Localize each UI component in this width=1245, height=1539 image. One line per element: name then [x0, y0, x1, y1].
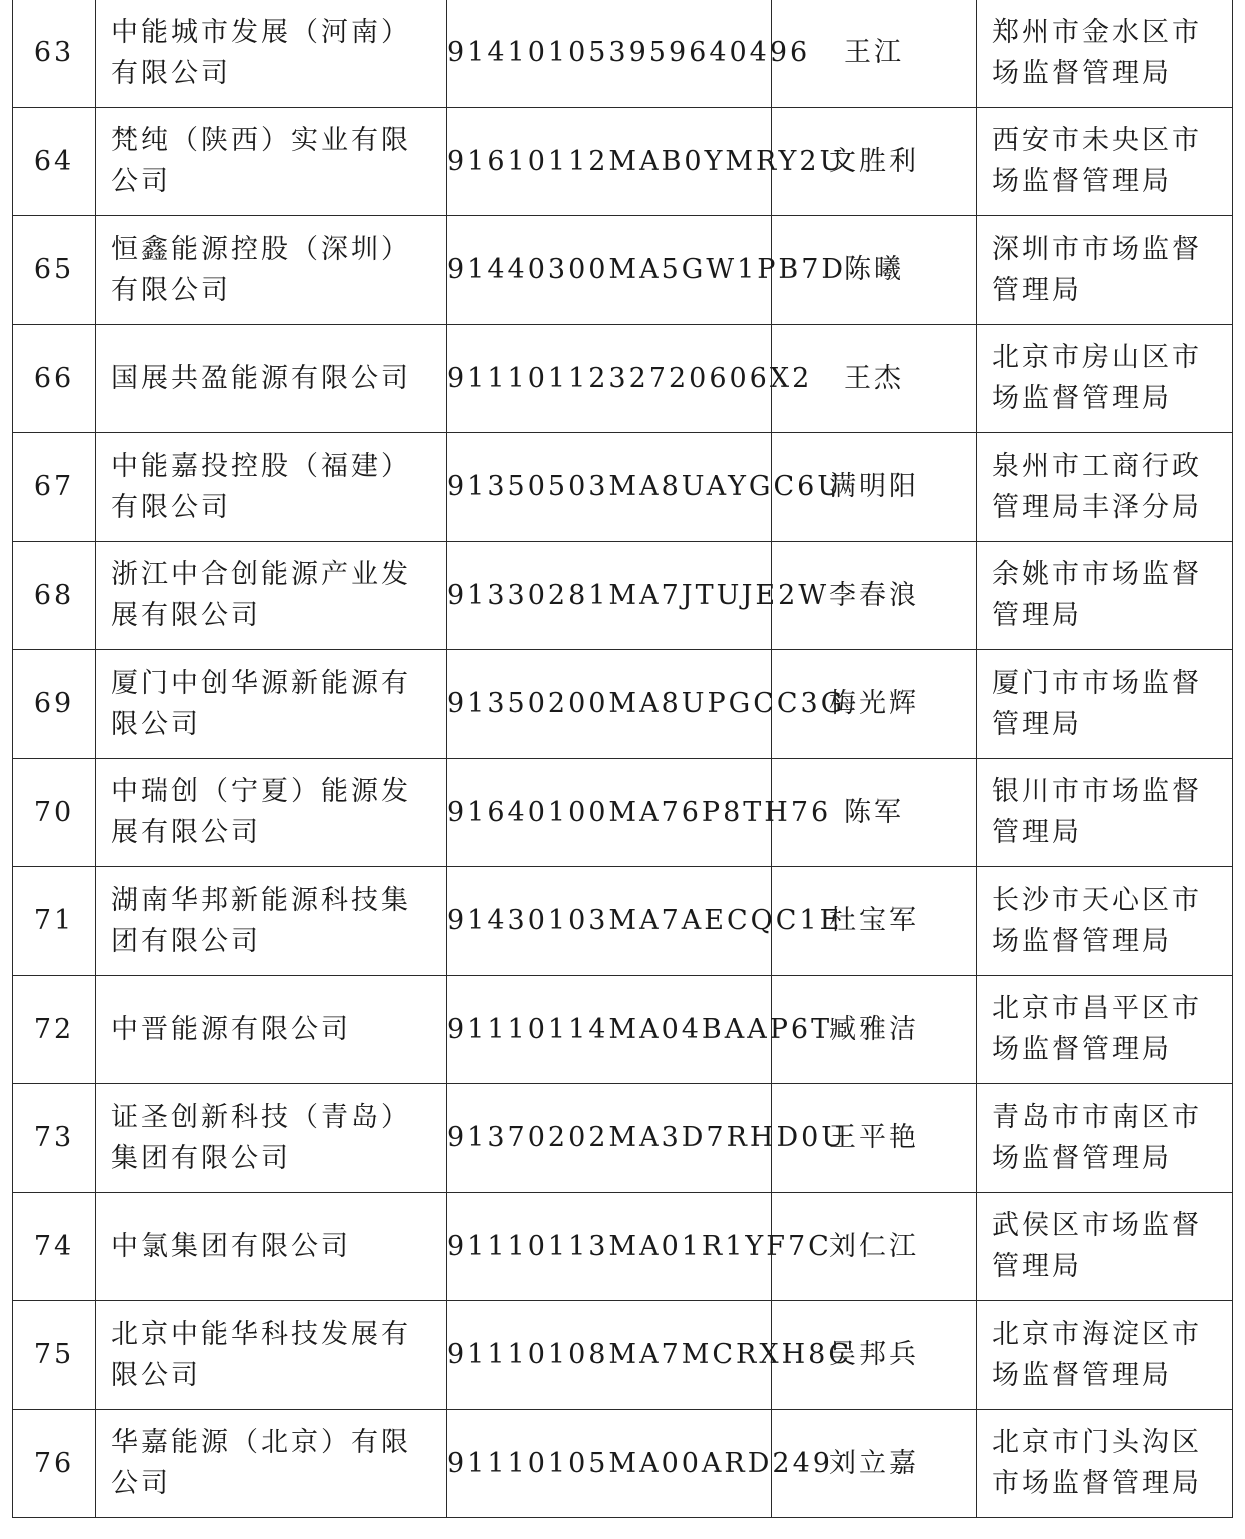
credit-code: 91430103MA7AECQC1E [447, 867, 772, 976]
row-number: 67 [13, 433, 96, 542]
row-number: 75 [13, 1301, 96, 1410]
table-row [13, 216, 1233, 325]
registration-authority: 泉州市工商行政管理局丰泽分局 [977, 433, 1233, 542]
company-name: 湖南华邦新能源科技集团有限公司 [96, 867, 447, 976]
company-name: 厦门中创华源新能源有限公司 [96, 650, 447, 759]
registration-authority: 青岛市市南区市场监督管理局 [977, 1084, 1233, 1193]
credit-code: 91370202MA3D7RHD0U [447, 1084, 772, 1193]
legal-representative: 刘立嘉 [772, 1409, 977, 1518]
legal-representative: 陈曦 [772, 216, 977, 325]
company-list-table [12, 0, 1233, 1518]
registration-authority: 厦门市市场监督管理局 [977, 650, 1233, 759]
legal-representative: 杜宝军 [772, 867, 977, 976]
legal-representative: 文胜利 [772, 107, 977, 216]
credit-code: 91440300MA5GW1PB7D [447, 216, 772, 325]
row-number: 68 [13, 541, 96, 650]
row-number: 74 [13, 1192, 96, 1301]
table-row [13, 650, 1233, 759]
credit-code: 91110108MA7MCRXH8C [447, 1301, 772, 1410]
legal-representative: 王江 [772, 0, 977, 107]
legal-representative: 王平艳 [772, 1084, 977, 1193]
registration-authority: 长沙市天心区市场监督管理局 [977, 867, 1233, 976]
row-number: 73 [13, 1084, 96, 1193]
row-number: 69 [13, 650, 96, 759]
legal-representative: 刘仁江 [772, 1192, 977, 1301]
company-name: 梵纯（陕西）实业有限公司 [96, 107, 447, 216]
credit-code: 91330281MA7JTUJE2W [447, 541, 772, 650]
legal-representative: 满明阳 [772, 433, 977, 542]
company-name: 北京中能华科技发展有限公司 [96, 1301, 447, 1410]
table-row [13, 1301, 1233, 1410]
row-number: 65 [13, 216, 96, 325]
table-row [13, 758, 1233, 867]
table-row [13, 433, 1233, 542]
company-name: 中能嘉投控股（福建）有限公司 [96, 433, 447, 542]
registration-authority: 武侯区市场监督管理局 [977, 1192, 1233, 1301]
credit-code: 914101053959640496 [447, 0, 772, 107]
table-row [13, 975, 1233, 1084]
credit-code: 91610112MAB0YMRY2U [447, 107, 772, 216]
credit-code: 91110113MA01R1YF7C [447, 1192, 772, 1301]
legal-representative: 臧雅洁 [772, 975, 977, 1084]
row-number: 72 [13, 975, 96, 1084]
company-name: 中瑞创（宁夏）能源发展有限公司 [96, 758, 447, 867]
company-name: 浙江中合创能源产业发展有限公司 [96, 541, 447, 650]
company-name: 国展共盈能源有限公司 [96, 324, 447, 433]
legal-representative: 吴邦兵 [772, 1301, 977, 1410]
row-number: 76 [13, 1409, 96, 1518]
table-row [13, 1084, 1233, 1193]
registration-authority: 郑州市金水区市场监督管理局 [977, 0, 1233, 107]
registration-authority: 北京市海淀区市场监督管理局 [977, 1301, 1233, 1410]
row-number: 66 [13, 324, 96, 433]
table-row [13, 1409, 1233, 1518]
table-row [13, 0, 1233, 107]
company-name: 证圣创新科技（青岛）集团有限公司 [96, 1084, 447, 1193]
table-row [13, 541, 1233, 650]
row-number: 64 [13, 107, 96, 216]
credit-code: 91350200MA8UPGCC3G [447, 650, 772, 759]
company-name: 中能城市发展（河南）有限公司 [96, 0, 447, 107]
table-row [13, 1192, 1233, 1301]
credit-code: 91350503MA8UAYGC6U [447, 433, 772, 542]
registration-authority: 北京市门头沟区市场监督管理局 [977, 1409, 1233, 1518]
company-name: 恒鑫能源控股（深圳）有限公司 [96, 216, 447, 325]
legal-representative: 李春浪 [772, 541, 977, 650]
company-name: 中氯集团有限公司 [96, 1192, 447, 1301]
registration-authority: 北京市昌平区市场监督管理局 [977, 975, 1233, 1084]
registration-authority: 西安市未央区市场监督管理局 [977, 107, 1233, 216]
registration-authority: 北京市房山区市场监督管理局 [977, 324, 1233, 433]
row-number: 71 [13, 867, 96, 976]
legal-representative: 陈军 [772, 758, 977, 867]
row-number: 70 [13, 758, 96, 867]
table-row [13, 867, 1233, 976]
registration-authority: 深圳市市场监督管理局 [977, 216, 1233, 325]
legal-representative: 王杰 [772, 324, 977, 433]
legal-representative: 梅光辉 [772, 650, 977, 759]
credit-code: 91110114MA04BAAP6T [447, 975, 772, 1084]
table-row [13, 107, 1233, 216]
credit-code: 91640100MA76P8TH76 [447, 758, 772, 867]
company-name: 中晋能源有限公司 [96, 975, 447, 1084]
registration-authority: 银川市市场监督管理局 [977, 758, 1233, 867]
table-row [13, 324, 1233, 433]
credit-code: 91110105MA00ARD249 [447, 1409, 772, 1518]
credit-code: 9111011232720606X2 [447, 324, 772, 433]
company-name: 华嘉能源（北京）有限公司 [96, 1409, 447, 1518]
row-number: 63 [13, 0, 96, 107]
registration-authority: 余姚市市场监督管理局 [977, 541, 1233, 650]
